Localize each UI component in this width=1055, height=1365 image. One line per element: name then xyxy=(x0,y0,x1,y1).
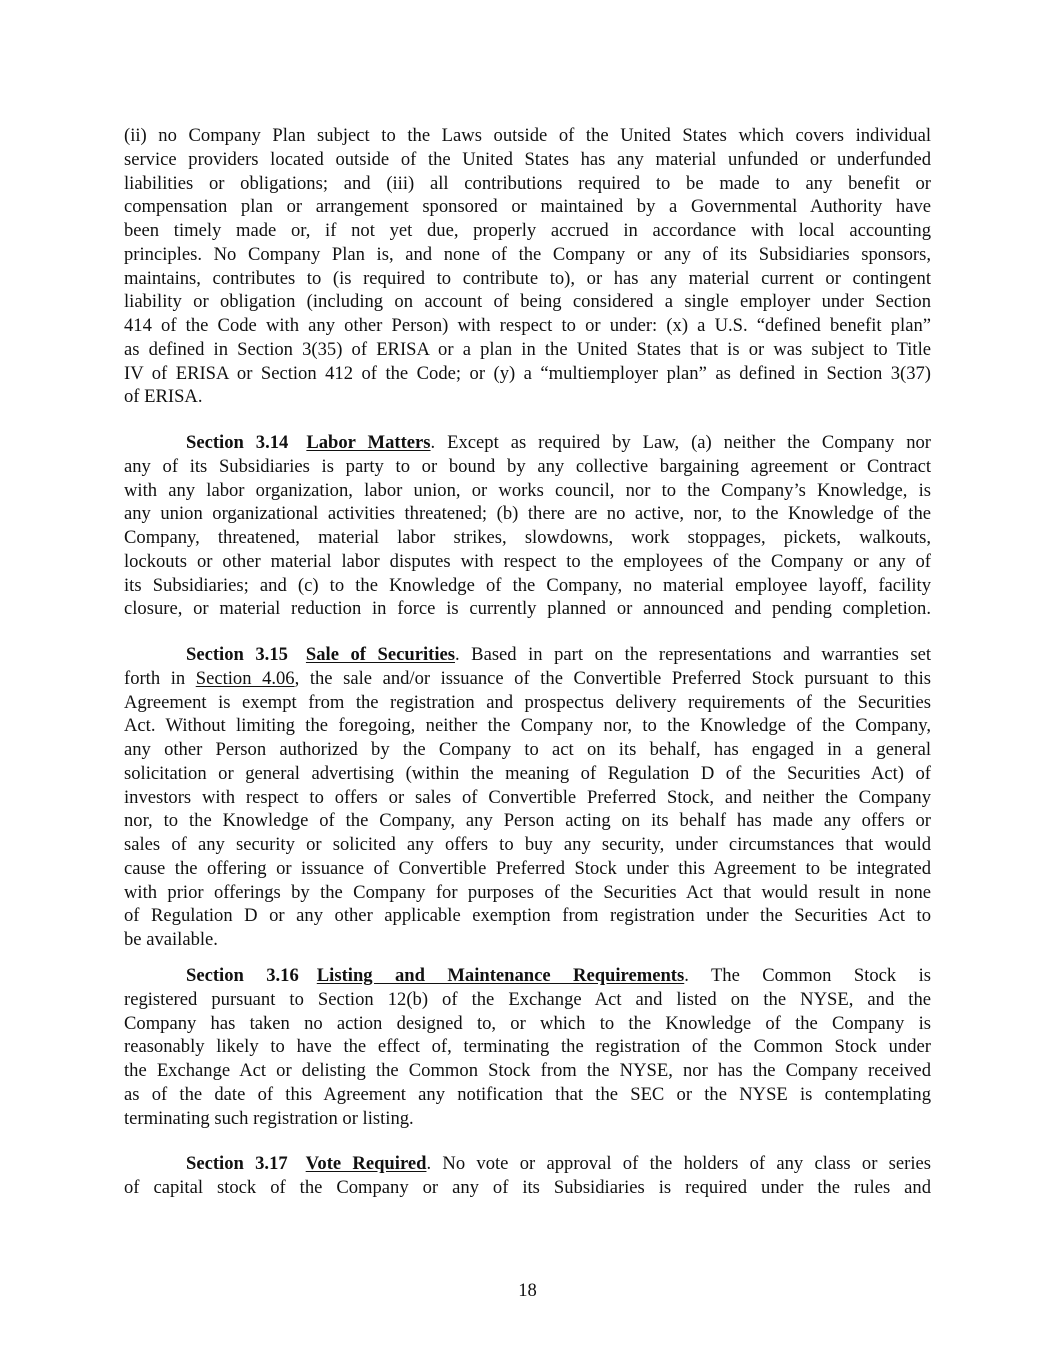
text-line: (ii) no Company Plan subject to the Laws outside of the United States which covers individual xyxy=(124,125,931,146)
text-line: Act. Without limiting the foregoing, neither the Company nor, to the Knowledge of the Company, xyxy=(124,715,931,737)
section-heading-line xyxy=(124,643,931,667)
section-number: Section 3.16 xyxy=(186,965,299,986)
text-line: of ERISA. xyxy=(124,386,203,408)
text-run: , the sale and/or issuance of the Convertible Preferred Stock pursuant to this xyxy=(294,667,931,689)
text-line: nor, to the Knowledge of the Company, any Person acting on its behalf has made any offers or xyxy=(124,810,931,832)
text-run: forth in xyxy=(124,667,196,689)
section-title: Listing and Maintenance Requirements xyxy=(316,965,685,986)
text-line: been timely made or, if not yet due, properly accrued in accordance with local accounting xyxy=(124,220,931,241)
text-line: investors with respect to offers or sales of Convertible Preferred Stock, and neither the Company xyxy=(124,786,931,808)
text-line: with any labor organization, labor union, or works council, nor to the Company’s Knowledge, is xyxy=(124,479,931,501)
text-line: any of its Subsidiaries is party to or bound by any collective bargaining agreement or Contract xyxy=(124,455,931,477)
section-number: Section 3.17 xyxy=(186,1153,288,1174)
text-line: liability or obligation (including on account of being considered a single employer under Section xyxy=(124,291,931,313)
text-line: as of the date of this Agreement any notification that the SEC or the NYSE is contemplating xyxy=(124,1083,931,1105)
text-line: as defined in Section 3(35) of ERISA or a plan in the United States that is or was subject to Title xyxy=(124,338,931,360)
text-line: of capital stock of the Company or any of its Subsidiaries is required under the rules and xyxy=(124,1176,931,1198)
text-run: . The Common Stock is xyxy=(684,965,931,986)
text-line: closure, or material reduction in force is currently planned or announced and pending completion. xyxy=(124,598,931,620)
text-line: any other Person authorized by the Company to act on its behalf, has engaged in a general xyxy=(124,739,931,760)
text-line: Company has taken no action designed to, or which to the Knowledge of the Company is xyxy=(124,1012,931,1034)
text-line: lockouts or other material labor disputes with respect to the employees of the Company or any of xyxy=(124,550,931,572)
text-line: terminating such registration or listing. xyxy=(124,1107,414,1129)
text-line: maintains, contributes to (is required to contribute to), or has any material current or contingent xyxy=(124,267,931,289)
section-heading-line xyxy=(124,431,931,455)
text-line: liabilities or obligations; and (iii) all contributions required to be made to any benefit or xyxy=(124,172,931,194)
text-line: Company, threatened, material labor strikes, slowdowns, work stoppages, pickets, walkouts, xyxy=(124,527,931,548)
text-line: the Exchange Act or delisting the Common Stock from the NYSE, nor has the Company received xyxy=(124,1060,931,1081)
text-line: reasonably likely to have the effect of, terminating the registration of the Common Stock under xyxy=(124,1036,931,1058)
section-title: Vote Required xyxy=(305,1153,427,1174)
cross-reference-link[interactable]: Section 4.06 xyxy=(195,667,295,689)
text-line: solicitation or general advertising (within the meaning of Regulation D of the Securities Act) of xyxy=(124,762,931,784)
section-3-14 xyxy=(124,431,931,621)
section-3-17 xyxy=(124,1152,931,1200)
section-number: Section 3.14 xyxy=(186,432,289,453)
section-heading-line xyxy=(124,1152,931,1176)
section-title: Labor Matters xyxy=(306,432,431,453)
text-line: registered pursuant to Section 12(b) of the Exchange Act and listed on the NYSE, and the xyxy=(124,988,931,1010)
text-run: . No vote or approval of the holders of any class or series xyxy=(426,1153,932,1174)
text-line: its Subsidiaries; and (c) to the Knowledge of the Company, no material employee layoff, facility xyxy=(124,574,931,596)
text-line: compensation plan or arrangement sponsored or maintained by a Governmental Authority have xyxy=(124,196,931,218)
paragraph-continuation xyxy=(124,124,931,409)
text-run: . Except as required by Law, (a) neither the Company nor xyxy=(430,432,931,453)
text-line: any union organizational activities threatened; (b) there are no active, nor, to the Knowledge of the xyxy=(124,503,931,525)
page-number: 18 xyxy=(518,1280,537,1301)
section-3-15 xyxy=(124,643,931,952)
section-title: Sale of Securities xyxy=(305,644,455,665)
text-line: sales of any security or solicited any offers to buy any security, under circumstances that would xyxy=(124,834,931,855)
text-line: with prior offerings by the Company for purposes of the Securities Act that would result in none xyxy=(124,881,931,903)
section-heading-line xyxy=(124,964,931,988)
text-line: service providers located outside of the United States has any material unfunded or underfunded xyxy=(124,148,931,170)
section-number: Section 3.15 xyxy=(186,644,288,665)
section-3-16 xyxy=(124,964,931,1130)
text-line: of Regulation D or any other applicable exemption from registration under the Securities Act to xyxy=(124,905,931,927)
text-line: Agreement is exempt from the registration and prospectus delivery requirements of the Securities xyxy=(124,691,931,713)
text-line xyxy=(124,667,931,691)
text-line: IV of ERISA or Section 412 of the Code; or (y) a “multiemployer plan” as defined in Section 3(37) xyxy=(124,362,931,384)
text-run: . Based in part on the representations and warranties set xyxy=(454,644,932,665)
text-line: principles. No Company Plan is, and none of the Company or any of its Subsidiaries sponsors, xyxy=(124,243,931,265)
text-line: 414 of the Code with any other Person) with respect to or under: (x) a U.S. “defined benefit plan” xyxy=(124,315,931,336)
text-line: cause the offering or issuance of Convertible Preferred Stock under this Agreement to be integrated xyxy=(124,857,931,879)
text-line: be available. xyxy=(124,929,218,950)
